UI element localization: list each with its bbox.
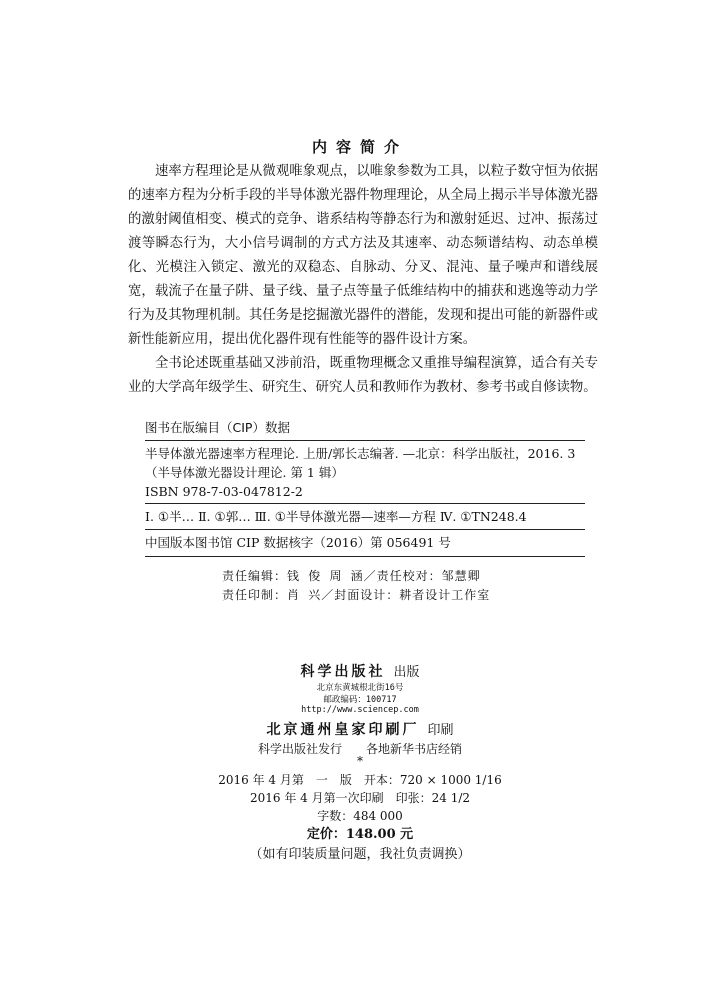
publisher-line bbox=[0, 661, 720, 681]
publisher-suffix: 出版 bbox=[393, 665, 420, 680]
format-size: 开本：720 × 1000 1/16 bbox=[363, 773, 502, 787]
cip-lower-rule bbox=[145, 529, 585, 530]
production-credits: 责任印制：肖 兴／封面设计：耕者设计工作室 bbox=[222, 588, 491, 602]
cip-title-line: 半导体激光器速率方程理论. 上册/郭长志编著. —北京：科学出版社，2016. 3 bbox=[145, 446, 576, 461]
cip-isbn-line: ISBN 978-7-03-047812-2 bbox=[145, 484, 303, 499]
cip-series-line: （半导体激光器设计理论. 第 1 辑） bbox=[145, 465, 344, 480]
edition-date: 2016 年 4 月第 一 版 bbox=[218, 773, 352, 787]
seller: 各地新华书店经销 bbox=[366, 742, 463, 756]
intro-title: 内容简介 bbox=[311, 138, 408, 156]
sheet-count: 印张：24 1/2 bbox=[395, 791, 471, 805]
cip-classification-line: Ⅰ. ①半… Ⅱ. ①郭… Ⅲ. ①半导体激光器—速率—方程 Ⅳ. ①TN248.4 bbox=[145, 509, 527, 524]
intro-paragraph: 全书论述既重基础又涉前沿，既重物理概念又重推导编程演算，适合有关专业的大学高年级学生、研究生、研究人员和教师作为教材、参考书或自修读物。 bbox=[128, 356, 598, 395]
cip-bottom-rule bbox=[145, 556, 585, 557]
cip-top-rule bbox=[145, 440, 585, 441]
cip-number-line: 中国版本图书馆 CIP 数据核字（2016）第 056491 号 bbox=[145, 535, 451, 550]
intro-paragraph: 速率方程理论是从微观唯象观点，以唯象参数为工具，以粒子数守恒为依据的速率方程为分析手段的半导体激光器件物理理论，从全局上揭示半导体激光器的激射阈值相变、模式的竞争、谐系结构等静态行为和激射延迟、过冲、振荡过渡等瞬态行为，大小信号调制的方式方法及其速率、动态频谱结构、动态单模化、光模注入锁定、激光的双稳态、自脉动、分叉、混沌、量子噪声和谱线展宽，载流子在量子阱、量子线、量子点等量子低维结构中的捕获和逃逸等动力学行为及其物理机制。其任务是挖掘激光器件的潜能，发现和提出可能的新器件或新性能新应用，提出优化器件现有性能等的器件设计方案。 bbox=[128, 164, 598, 347]
cip-mid-rule bbox=[145, 503, 585, 504]
word-count: 字数：484 000 bbox=[317, 809, 403, 823]
issuer: 科学出版社发行 bbox=[257, 742, 342, 756]
cip-header: 图书在版编目（CIP）数据 bbox=[145, 420, 290, 435]
publisher-address: 北京东黄城根北街16号 bbox=[316, 683, 404, 693]
star-separator: * bbox=[357, 754, 363, 768]
printer-suffix: 印刷 bbox=[427, 723, 454, 738]
publisher-postcode: 邮政编码：100717 bbox=[323, 695, 397, 705]
edition-line bbox=[0, 771, 720, 788]
price: 定价：148.00 元 bbox=[306, 827, 414, 842]
intro-body bbox=[128, 160, 598, 400]
publisher-url: http://www.sciencep.com bbox=[301, 705, 419, 715]
publisher-name: 科学出版社 bbox=[300, 664, 386, 680]
printer-name: 北京通州皇家印刷厂 bbox=[266, 722, 420, 738]
printing-line bbox=[0, 789, 720, 806]
printer-line bbox=[0, 719, 720, 739]
printing-date: 2016 年 4 月第一次印刷 bbox=[249, 791, 384, 805]
quality-notice: （如有印装质量问题，我社负责调换） bbox=[249, 847, 471, 862]
editor-credits: 责任编辑：钱 俊 周 涵／责任校对：邹慧卿 bbox=[222, 569, 481, 583]
